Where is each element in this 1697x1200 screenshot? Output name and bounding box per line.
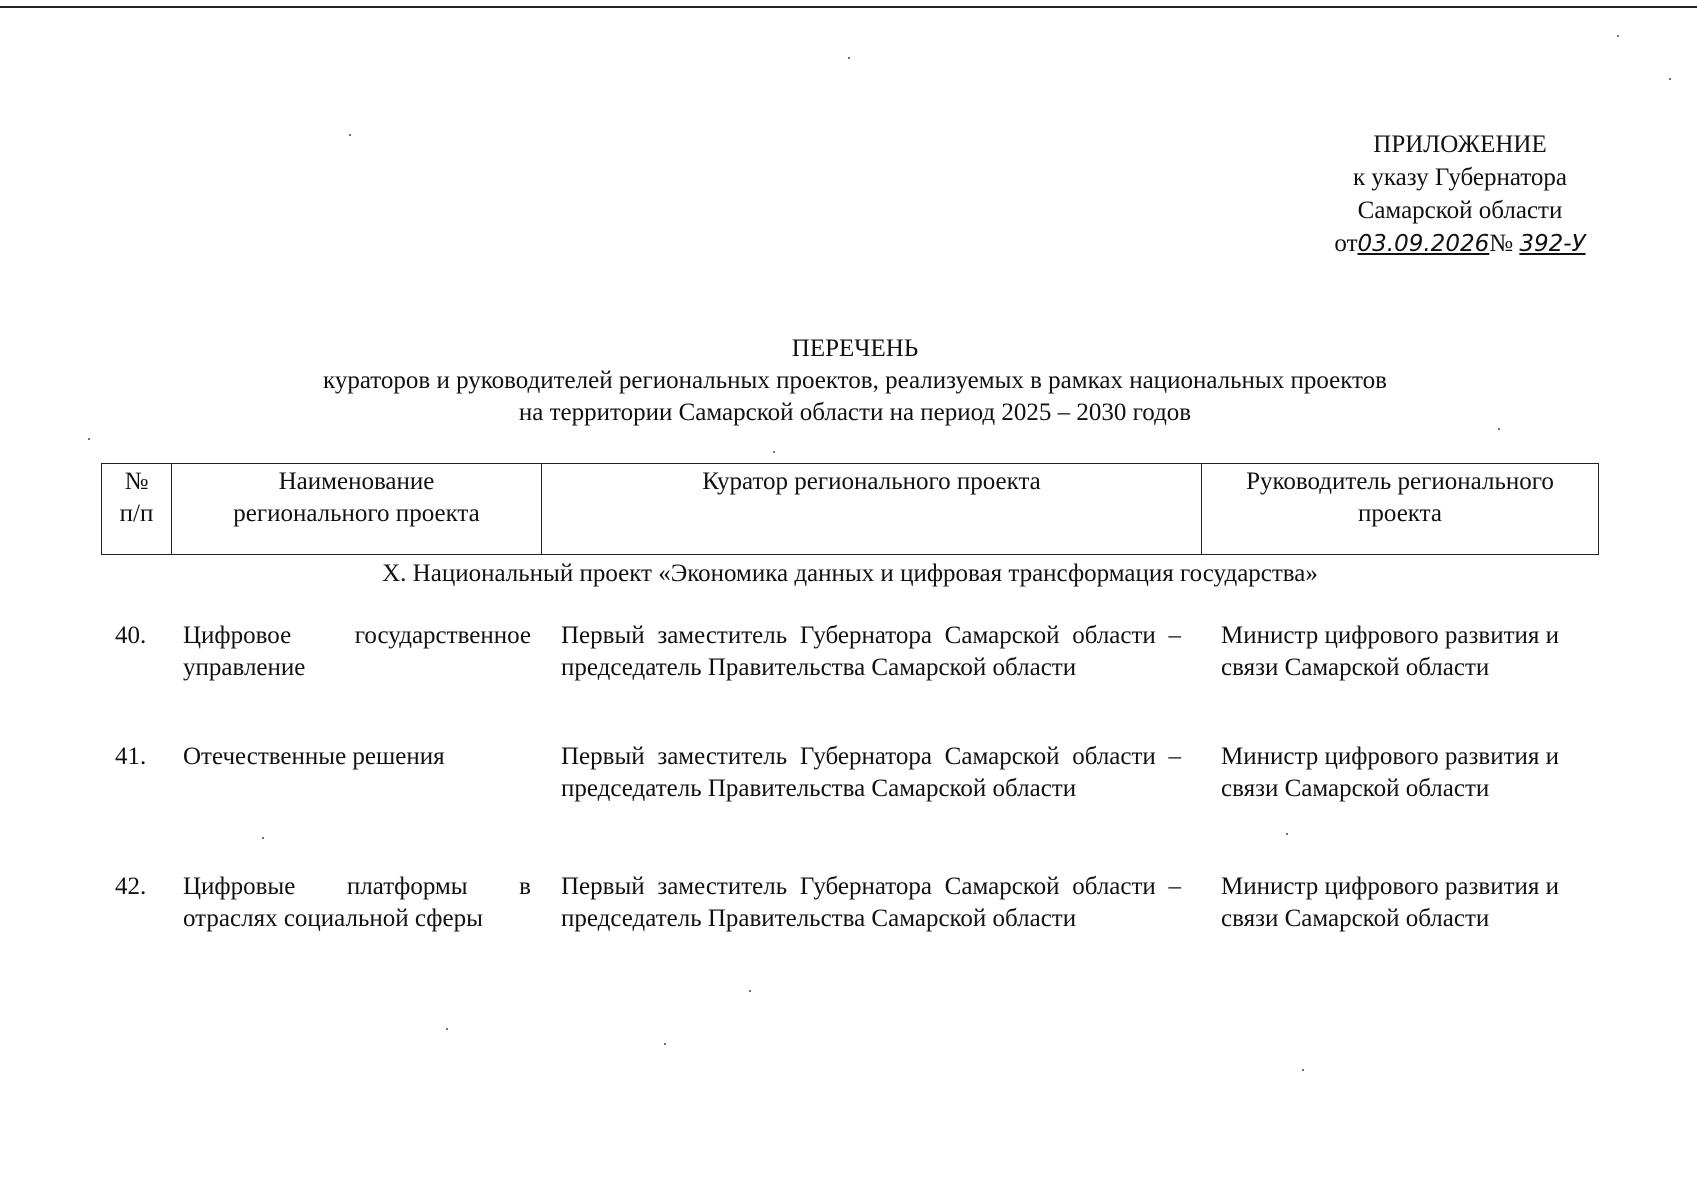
appendix-block (1290, 128, 1630, 261)
section-heading: X. Национальный проект «Экономика данных и цифровая трансформация государства» (382, 560, 1318, 587)
scan-speck (1617, 35, 1619, 37)
handwritten-date: 03.09.2026 (1357, 231, 1490, 257)
header-head-line-1: Руководитель регионального (1246, 468, 1554, 495)
scan-speck (446, 1028, 448, 1030)
appendix-title: ПРИЛОЖЕНИЕ (1373, 131, 1547, 158)
row-number: 40. (115, 622, 147, 649)
number-prefix: № (1489, 230, 1514, 257)
title-main: ПЕРЕЧЕНЬ (791, 335, 919, 362)
title-line-2: на территории Самарской области на период 2025 – 2030 годов (518, 399, 1192, 426)
scan-speck (88, 438, 90, 440)
row-curator: Первый заместитель Губернатора Самарской области – председатель Правительства Самарской области (561, 873, 1181, 932)
header-curator (542, 464, 1202, 554)
scan-speck (349, 134, 351, 136)
appendix-line-1: к указу Губернатора (1352, 164, 1568, 191)
appendix-date-line (1290, 227, 1630, 261)
scan-speck (848, 57, 850, 59)
row-number: 41. (115, 743, 147, 770)
row-curator: Первый заместитель Губернатора Самарской области – председатель Правительства Самарской области (561, 743, 1181, 802)
top-border-line (0, 6, 1697, 8)
scan-speck (749, 990, 751, 992)
row-head: Министр цифрового развития и связи Самарской области (1221, 743, 1560, 802)
header-number-line-1: № (124, 468, 149, 495)
row-project-name: Цифровое государственное управление (183, 622, 531, 681)
title-line-1: кураторов и руководителей региональных проектов, реализуемых в рамках национальных проектов (323, 367, 1387, 394)
row-project-name: Цифровые платформы в отраслях социальной сферы (183, 873, 531, 932)
date-prefix: от (1334, 230, 1358, 257)
row-head: Министр цифрового развития и связи Самарской области (1221, 622, 1560, 681)
scan-speck (1302, 1069, 1304, 1071)
header-name-line-1: Наименование (278, 468, 435, 495)
header-head (1202, 464, 1598, 554)
scan-speck (773, 451, 775, 453)
header-curator-text: Куратор регионального проекта (702, 468, 1041, 495)
appendix-line-2: Самарской области (1357, 197, 1563, 224)
header-head-line-2: проекта (1358, 500, 1442, 527)
row-project-name: Отечественные решения (183, 743, 445, 770)
row-curator: Первый заместитель Губернатора Самарской области – председатель Правительства Самарской области (561, 622, 1181, 681)
scan-speck (664, 1043, 666, 1045)
table-header (101, 463, 1599, 555)
handwritten-number: 392-У (1519, 231, 1586, 257)
row-head: Министр цифрового развития и связи Самарской области (1221, 873, 1560, 932)
scan-speck (1669, 78, 1671, 80)
header-number (102, 464, 172, 554)
scan-speck (262, 837, 264, 839)
row-number: 42. (115, 873, 147, 900)
document-title (140, 333, 1570, 429)
header-name-line-2: регионального проекта (233, 500, 480, 527)
header-number-line-2: п/п (119, 500, 154, 527)
scan-speck (1286, 833, 1288, 835)
header-project-name (172, 464, 542, 554)
scan-speck (1498, 428, 1500, 430)
